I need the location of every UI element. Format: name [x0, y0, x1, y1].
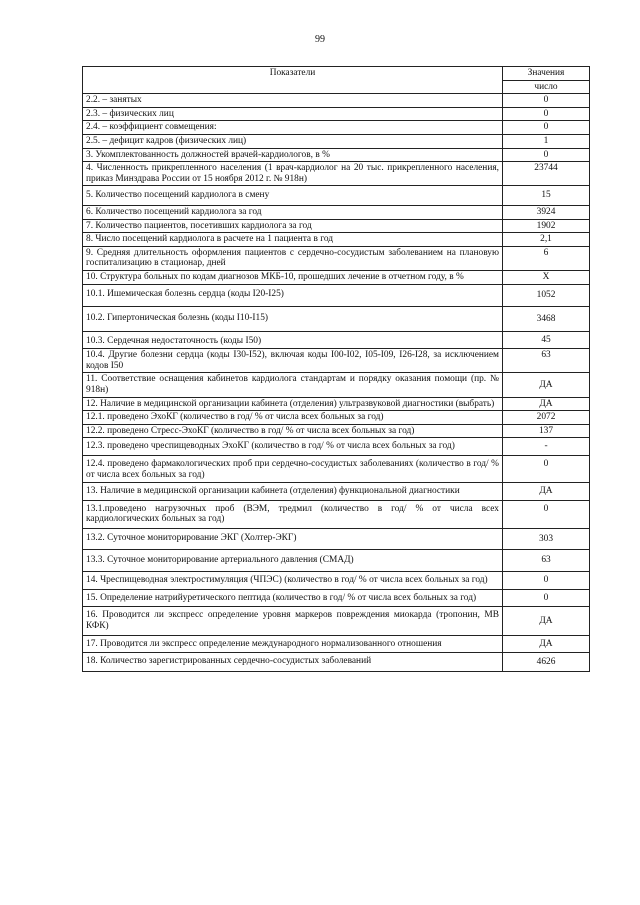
indicator-label: 12.4. проведено фармакологических проб при сердечно-сосудистых заболеваниях (количество в год/ % от числа всех больных за год): [83, 456, 503, 483]
indicator-label: 2.3. – физических лиц: [83, 107, 503, 121]
indicator-value: 0: [503, 121, 590, 135]
table-row: [83, 411, 590, 425]
table-row: [83, 121, 590, 135]
table-row: [83, 107, 590, 121]
table-row: [83, 500, 590, 528]
indicator-value: 4626: [503, 653, 590, 672]
table-row: [83, 483, 590, 501]
page-number: 99: [315, 34, 325, 45]
table-row: [83, 549, 590, 572]
indicator-label: 14. Чреспищеводная электростимуляция (ЧПЭС) (количество в год/ % от числа всех больных за год): [83, 572, 503, 590]
table-row: [83, 148, 590, 162]
table-row: [83, 134, 590, 148]
indicator-value: 303: [503, 529, 590, 550]
indicator-value: 0: [503, 572, 590, 590]
indicator-value: X: [503, 270, 590, 284]
indicator-label: 13.3. Суточное мониторирование артериального давления (СМАД): [83, 549, 503, 572]
indicator-value: ДА: [503, 483, 590, 501]
indicator-value: 0: [503, 589, 590, 607]
indicator-value: 6: [503, 246, 590, 270]
table-row: [83, 162, 590, 186]
table-row: [83, 589, 590, 607]
values-subheader: число: [503, 80, 590, 94]
indicator-label: 6. Количество посещений кардиолога за год: [83, 205, 503, 219]
indicator-value: 1902: [503, 219, 590, 233]
indicator-value: 63: [503, 349, 590, 373]
indicator-value: ДА: [503, 607, 590, 635]
indicator-label: 11. Соответствие оснащения кабинетов кардиолога стандартам и порядку оказания помощи (пр. № 918н): [83, 373, 503, 397]
indicator-label: 12.3. проведено чреспищеводных ЭхоКГ (количество в год/ % от числа всех больных за год): [83, 438, 503, 456]
indicator-value: 2072: [503, 411, 590, 425]
table-row: [83, 456, 590, 483]
indicator-value: 1052: [503, 284, 590, 307]
indicator-label: 10.2. Гипертоническая болезнь (коды I10-I15): [83, 307, 503, 332]
indicator-value: 45: [503, 331, 590, 349]
indicator-label: 5. Количество посещений кардиолога в смену: [83, 186, 503, 206]
indicator-value: -: [503, 438, 590, 456]
indicator-value: 2,1: [503, 233, 590, 247]
table-row: [83, 270, 590, 284]
indicator-value: 0: [503, 107, 590, 121]
table-row: [83, 653, 590, 672]
indicator-label: 17. Проводится ли экспресс определение международного нормализованного отношения: [83, 635, 503, 653]
indicator-label: 10.4. Другие болезни сердца (коды I30-I52), включая коды I00-I02, I05-I09, I26-I28, за исключением кодов I50: [83, 349, 503, 373]
indicator-label: 2.2. – занятых: [83, 94, 503, 108]
table-row: [83, 284, 590, 307]
indicator-label: 16. Проводится ли экспресс определение уровня маркеров повреждения миокарда (тропонин, МВ КФК): [83, 607, 503, 635]
indicator-value: 63: [503, 549, 590, 572]
indicator-label: 13. Наличие в медицинской организации кабинета (отделения) функциональной диагностики: [83, 483, 503, 501]
indicator-value: 0: [503, 500, 590, 528]
table-row: [83, 635, 590, 653]
indicator-label: 10. Структура больных по кодам диагнозов МКБ-10, прошедших лечение в отчетном году, в %: [83, 270, 503, 284]
table-row: [83, 94, 590, 108]
indicator-value: 0: [503, 148, 590, 162]
indicator-value: 3924: [503, 205, 590, 219]
indicator-label: 2.4. – коэффициент совмещения:: [83, 121, 503, 135]
indicator-label: 12. Наличие в медицинской организации кабинета (отделения) ультразвуковой диагностики (выбрать): [83, 397, 503, 411]
indicator-value: ДА: [503, 373, 590, 397]
indicator-label: 4. Численность прикрепленного населения (1 врач-кардиолог на 20 тыс. прикрепленного населения, приказ Минздрава России от 15 ноября 2012 г. № 918н): [83, 162, 503, 186]
values-header: Значения: [503, 67, 590, 81]
indicator-label: 3. Укомплектованность должностей врачей-кардиологов, в %: [83, 148, 503, 162]
indicator-value: ДА: [503, 635, 590, 653]
table-row: [83, 438, 590, 456]
table-row: [83, 307, 590, 332]
indicator-label: 10.1. Ишемическая болезнь сердца (коды I20-I25): [83, 284, 503, 307]
table-row: [83, 424, 590, 438]
table-row: [83, 219, 590, 233]
indicator-label: 18. Количество зарегистрированных сердечно-сосудистых заболеваний: [83, 653, 503, 672]
table-row: [83, 349, 590, 373]
indicator-label: 8. Число посещений кардиолога в расчете на 1 пациента в год: [83, 233, 503, 247]
indicator-label: 9. Средняя длительность оформления пациентов с сердечно-сосудистым заболеванием на плановую госпитализацию в стационар, дней: [83, 246, 503, 270]
indicators-table: [82, 66, 590, 672]
indicator-label: 12.1. проведено ЭхоКГ (количество в год/ % от числа всех больных за год): [83, 411, 503, 425]
indicator-label: 10.3. Сердечная недостаточность (коды I50): [83, 331, 503, 349]
indicator-value: 3468: [503, 307, 590, 332]
table-row: [83, 205, 590, 219]
table-row: [83, 233, 590, 247]
indicator-value: 137: [503, 424, 590, 438]
indicator-value: 0: [503, 94, 590, 108]
table-row: [83, 529, 590, 550]
indicator-label: 12.2. проведено Стресс-ЭхоКГ (количество в год/ % от числа всех больных за год): [83, 424, 503, 438]
indicators-header: Показатели: [83, 67, 503, 94]
indicator-label: 2.5. – дефицит кадров (физических лиц): [83, 134, 503, 148]
indicator-value: 23744: [503, 162, 590, 186]
indicator-value: ДА: [503, 397, 590, 411]
indicator-label: 15. Определение натрийуретического пептида (количество в год/ % от числа всех больных за год): [83, 589, 503, 607]
table-row: [83, 246, 590, 270]
indicator-value: 1: [503, 134, 590, 148]
table-row: [83, 607, 590, 635]
table-row: [83, 331, 590, 349]
indicator-value: 0: [503, 456, 590, 483]
indicator-label: 13.2. Суточное мониторирование ЭКГ (Холтер-ЭКГ): [83, 529, 503, 550]
indicator-label: 13.1.проведено нагрузочных проб (ВЭМ, тредмил (количество в год/ % от числа всех кардиологических больных за год): [83, 500, 503, 528]
table-row: [83, 572, 590, 590]
indicator-value: 15: [503, 186, 590, 206]
table-row: [83, 373, 590, 397]
indicator-label: 7. Количество пациентов, посетивших кардиолога за год: [83, 219, 503, 233]
table-row: [83, 397, 590, 411]
table-row: [83, 186, 590, 206]
